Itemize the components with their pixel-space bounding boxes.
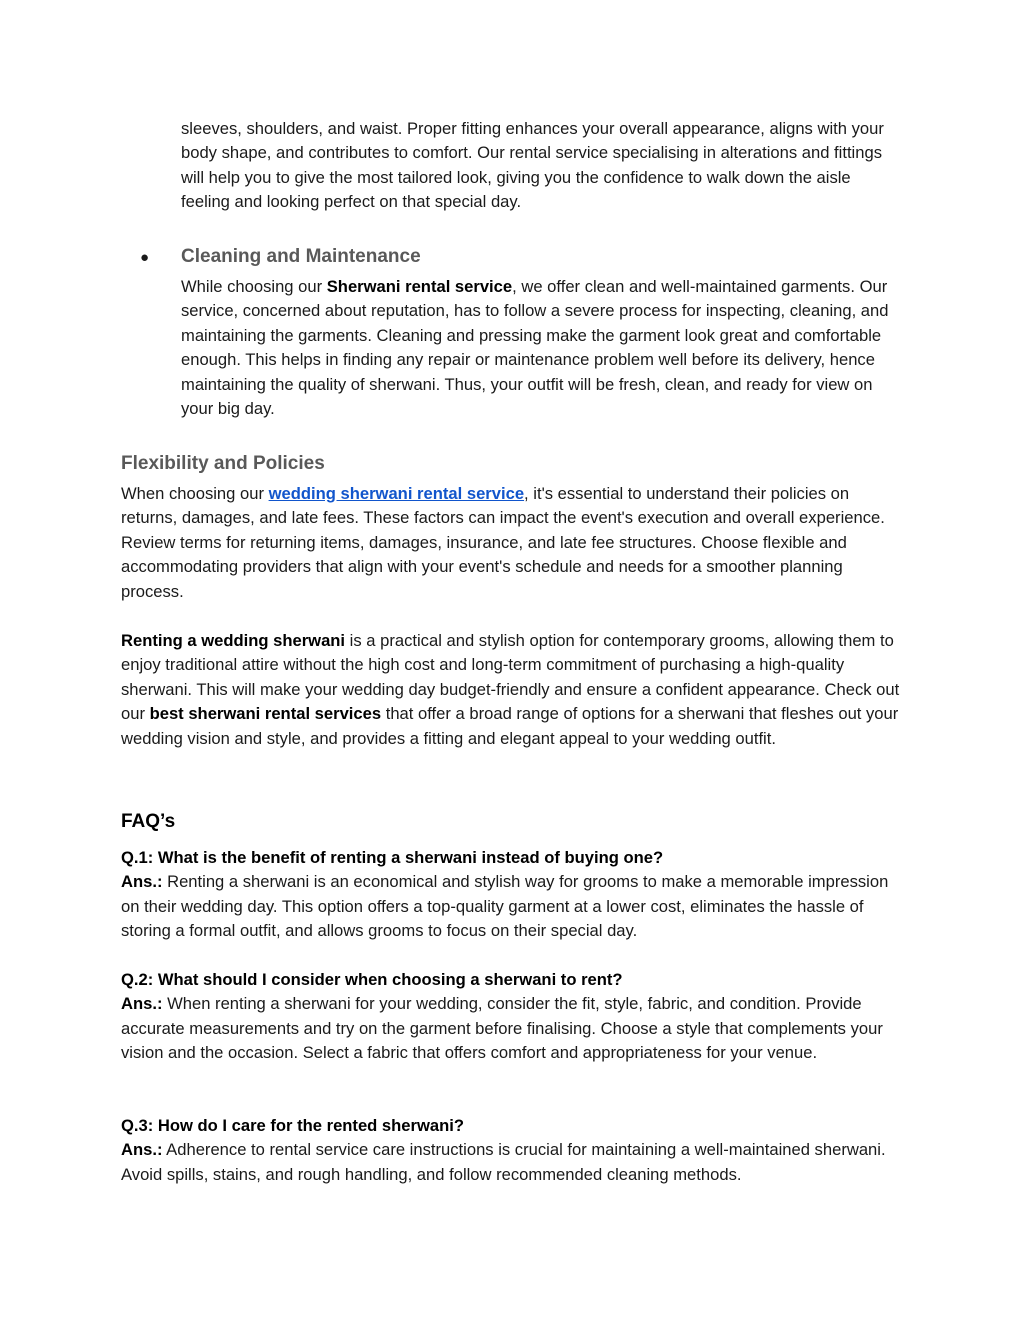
renting-bold-start: Renting a wedding sherwani — [121, 631, 346, 650]
faq-answer-label-2: Ans.: — [121, 994, 163, 1014]
cleaning-prefix: While choosing our — [181, 277, 327, 296]
faq-answer-label-1: Ans.: — [121, 872, 163, 892]
faq-answer-1: Renting a sherwani is an economical and stylish way for grooms to make a memorable impression on their wedding day. This option offers a top-quality garment at a lower cost, eliminates the hassle of storing a formal outfit, and allows grooms to focus on their special day. — [121, 872, 889, 941]
renting-paragraph — [121, 629, 903, 751]
bullet-dot: ● — [140, 249, 150, 266]
renting-bold-mid: best sherwani rental services — [149, 704, 382, 724]
intro-text: sleeves, shoulders, and waist. Proper fitting enhances your overall appearance, aligns with your body shape, and contributes to comfort. Our rental service specialising in alterations and fittings will help you to give the most tailored look, giving you the confidence to walk down the aisle feeling and looking perfect on that special day. — [181, 119, 884, 212]
faq-question-3: Q.3: How do I care for the rented sherwani? — [121, 1116, 464, 1135]
wedding-sherwani-rental-link[interactable]: wedding sherwani rental service — [268, 484, 525, 503]
faq-answer-3: Adherence to rental service care instructions is crucial for maintaining a well-maintained sherwani. Avoid spills, stains, and rough handling, and follow recommended cleaning methods. — [121, 1140, 886, 1184]
renting-end: that offer a broad range of options for a sherwani that fleshes out your wedding vision and style, and provides a fitting and elegant appeal to your wedding outfit. — [121, 704, 899, 748]
faq-item-2 — [121, 968, 903, 1066]
flexibility-prefix: When choosing our — [121, 484, 269, 503]
cleaning-heading: Cleaning and Maintenance — [181, 246, 421, 267]
faq-answer-2: When renting a sherwani for your wedding, consider the fit, style, fabric, and condition. Provide accurate measurements and try on the garment before finalising. Choose a style that complements your vision and the occasion. Select a fabric that offers comfort and appropriateness for your venue. — [121, 994, 883, 1063]
cleaning-rest: , we offer clean and well-maintained garments. Our service, concerned about reputation, has to follow a severe process for inspecting, cleaning, and maintaining the garments. Cleaning and pressing make the garment look great and comfortable enough. This helps in finding any repair or maintenance problem well before its delivery, hence maintaining the quality of sherwani. Thus, your outfit will be fresh, clean, and ready for view on your big day. — [181, 277, 889, 419]
faq-question-2: Q.2: What should I consider when choosing a sherwani to rent? — [121, 970, 623, 989]
faq-answer-label-3: Ans.: — [121, 1140, 163, 1160]
intro-paragraph — [181, 117, 901, 215]
faq-item-3 — [121, 1114, 903, 1187]
faq-question-1: Q.1: What is the benefit of renting a sherwani instead of buying one? — [121, 848, 664, 867]
flexibility-paragraph — [121, 482, 903, 604]
faq-item-1 — [121, 846, 903, 944]
cleaning-bold-service: Sherwani rental service — [326, 277, 513, 296]
flexibility-heading: Flexibility and Policies — [121, 453, 325, 474]
flexibility-rest: , it's essential to understand their policies on returns, damages, and late fees. These factors can impact the event's execution and overall experience. Review terms for returning items, damages, insurance, and late fee structures. Choose flexible and accommodating providers that align with your event's schedule and needs for a smoother planning process. — [121, 484, 885, 601]
faq-heading: FAQ’s — [121, 811, 176, 832]
renting-mid: is a practical and stylish option for contemporary grooms, allowing them to enjoy traditional attire without the high cost and long-term commitment of purchasing a high-quality sherwani. This will make your wedding day budget-friendly and ensure a confident appearance. Check out our — [121, 631, 900, 724]
cleaning-paragraph — [181, 275, 901, 421]
